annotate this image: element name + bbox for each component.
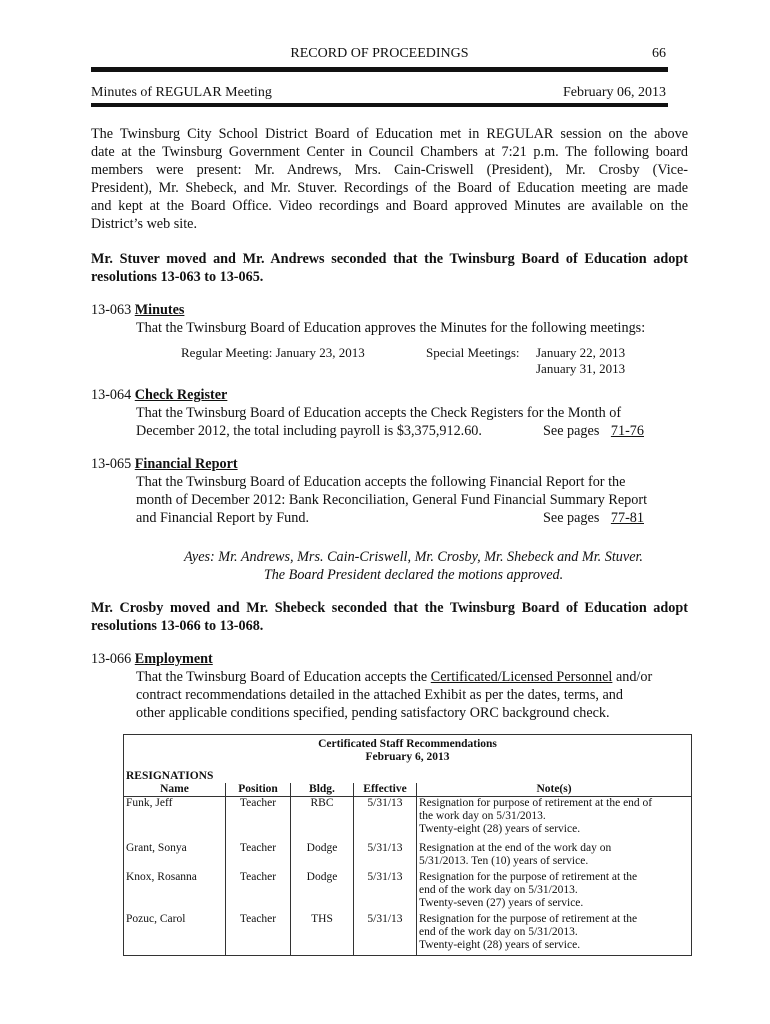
res-065-number: 13-065	[91, 456, 132, 472]
note-line: the work day on 5/31/2013.	[419, 810, 546, 822]
res-065-line1: That the Twinsburg Board of Education accepts the following Financial Report for the	[136, 474, 626, 490]
note-line: Twenty-eight (28) years of service.	[419, 939, 581, 951]
section-label-resignations: RESIGNATIONS	[126, 770, 214, 782]
cell-bldg: RBC	[291, 797, 354, 840]
header-rule-thick	[91, 67, 668, 72]
res-063-heading: Minutes	[134, 302, 185, 318]
res-064-see-pages	[543, 422, 648, 440]
intro-line: date at the Twinsburg Government Center in Council Chambers at 7:21 p.m. The following board	[91, 144, 688, 160]
meeting-line	[91, 85, 668, 105]
note-line: Twenty-seven (27) years of service.	[419, 897, 584, 909]
motion-1-line2: resolutions 13-063 to 13-065.	[91, 269, 264, 285]
section-row	[124, 764, 692, 783]
res-064-heading: Check Register	[134, 387, 228, 403]
col-position: Position	[226, 783, 291, 797]
cell-notes	[417, 913, 692, 956]
see-label: See pages	[543, 510, 600, 526]
res-065-line3: and Financial Report by Fund.	[136, 510, 309, 526]
cell-position: Teacher	[226, 797, 291, 840]
res-064-line2: December 2012, the total including payroll is $3,375,912.60.	[136, 423, 482, 439]
motion-2-line1: Mr. Crosby moved and Mr. Shebeck seconded that the Twinsburg Board of Education adopt	[91, 600, 688, 616]
table-caption	[124, 735, 692, 765]
note-line: end of the work day on 5/31/2013.	[419, 884, 578, 896]
note-line: Resignation for the purpose of retirement at the	[419, 913, 638, 925]
vote-1-declared: The Board President declared the motions approved.	[263, 567, 564, 583]
res-063-title	[91, 301, 184, 319]
cell-name: Knox, Rosanna	[126, 871, 197, 883]
page-number: 66	[652, 46, 666, 61]
motion-1-line1: Mr. Stuver moved and Mr. Andrews seconded that the Twinsburg Board of Education adopt	[91, 251, 688, 267]
motion-1	[91, 250, 688, 286]
col-notes: Note(s)	[417, 783, 692, 797]
res-066-number: 13-066	[91, 651, 132, 667]
intro-line: members were present: Mr. Andrews, Mrs. Cain-Criswell (President), Mr. Crosby (Vice-	[91, 162, 688, 178]
note-line: Resignation for the purpose of retirement at the	[419, 871, 638, 883]
res-063-special-dates	[536, 345, 625, 377]
res-066-line2: contract recommendations detailed in the attached Exhibit as per the dates, terms, and	[136, 687, 623, 703]
res-065-title	[91, 455, 238, 473]
intro-line: The Twinsburg City School District Board of Education met in REGULAR session on the above	[91, 126, 688, 142]
cell-notes	[417, 839, 692, 871]
res-065-see-pages	[543, 509, 648, 527]
col-bldg: Bldg.	[291, 783, 354, 797]
note-line: Resignation for purpose of retirement at the end of	[419, 797, 653, 809]
cell-notes	[417, 871, 692, 913]
res-063-regular: Regular Meeting: January 23, 2013	[181, 345, 365, 360]
special-date: January 22, 2013	[536, 345, 626, 360]
certificated-personnel-link: Certificated/Licensed Personnel	[430, 669, 613, 685]
table-caption-title: Certificated Staff Recommendations	[318, 738, 497, 750]
cell-bldg: Dodge	[291, 839, 354, 871]
res-063-number: 13-063	[91, 302, 132, 318]
vote-1-ayes: Ayes: Mr. Andrews, Mrs. Cain-Criswell, Mr. Crosby, Mr. Shebeck and Mr. Stuver.	[184, 549, 643, 565]
table-row	[124, 871, 692, 913]
cell-effective: 5/31/13	[354, 797, 417, 840]
table-row	[124, 797, 692, 840]
page-range: 77-81	[610, 510, 644, 526]
certificated-staff-table	[123, 734, 692, 956]
intro-line: President), Mr. Shebeck, and Mr. Stuver. Recordings of the Board of Education meeting are made	[91, 180, 688, 196]
table-header-row	[124, 783, 692, 797]
note-line: Twenty-eight (28) years of service.	[419, 823, 581, 835]
col-effective: Effective	[354, 783, 417, 797]
res-066-line1	[136, 668, 688, 686]
res-064-line1: That the Twinsburg Board of Education accepts the Check Registers for the Month of	[136, 405, 622, 421]
res-066-line1-pre: That the Twinsburg Board of Education accepts the	[136, 669, 431, 685]
meeting-rule	[91, 103, 668, 107]
special-date: January 31, 2013	[536, 361, 626, 376]
table-caption-date: February 6, 2013	[365, 751, 450, 763]
cell-name: Pozuc, Carol	[126, 913, 186, 925]
res-066-line3: other applicable conditions specified, pending satisfactory ORC background check.	[136, 705, 610, 721]
res-064-title	[91, 386, 227, 404]
intro-line: and kept at the Board Office. Video recordings and Board approved Minutes are available on the	[91, 198, 688, 214]
table-caption-row	[124, 735, 692, 765]
header-title: RECORD OF PROCEEDINGS	[290, 46, 469, 61]
intro-line: District’s web site.	[91, 216, 197, 232]
res-064-number: 13-064	[91, 387, 132, 403]
table-row	[124, 839, 692, 871]
cell-effective: 5/31/13	[354, 871, 417, 913]
res-063-body: That the Twinsburg Board of Education approves the Minutes for the following meetings:	[136, 320, 646, 336]
res-063-special-label: Special Meetings:	[426, 345, 520, 360]
cell-name: Grant, Sonya	[126, 842, 187, 854]
page-header	[91, 46, 668, 66]
cell-name: Funk, Jeff	[126, 797, 173, 809]
note-line: 5/31/2013. Ten (10) years of service.	[419, 855, 589, 867]
cell-position: Teacher	[226, 839, 291, 871]
meeting-date: February 06, 2013	[562, 85, 666, 100]
col-name: Name	[124, 783, 226, 797]
meeting-label: Minutes of REGULAR Meeting	[91, 85, 272, 100]
page-range: 71-76	[610, 423, 644, 439]
motion-2	[91, 599, 688, 635]
res-066-title	[91, 650, 213, 668]
see-label: See pages	[543, 423, 600, 439]
intro-paragraph	[91, 125, 688, 233]
cell-position: Teacher	[226, 871, 291, 913]
res-065-heading: Financial Report	[134, 456, 238, 472]
res-066-line1-post: and/or	[612, 669, 653, 685]
cell-notes	[417, 797, 692, 840]
table-row	[124, 913, 692, 956]
cell-bldg: Dodge	[291, 871, 354, 913]
note-line: end of the work day on 5/31/2013.	[419, 926, 578, 938]
motion-2-line2: resolutions 13-066 to 13-068.	[91, 618, 264, 634]
res-066-heading: Employment	[134, 651, 213, 667]
cell-bldg: THS	[291, 913, 354, 956]
cell-position: Teacher	[226, 913, 291, 956]
cell-effective: 5/31/13	[354, 839, 417, 871]
cell-effective: 5/31/13	[354, 913, 417, 956]
res-065-line2: month of December 2012: Bank Reconciliation, General Fund Financial Summary Report	[136, 492, 648, 508]
note-line: Resignation at the end of the work day on	[419, 842, 612, 854]
